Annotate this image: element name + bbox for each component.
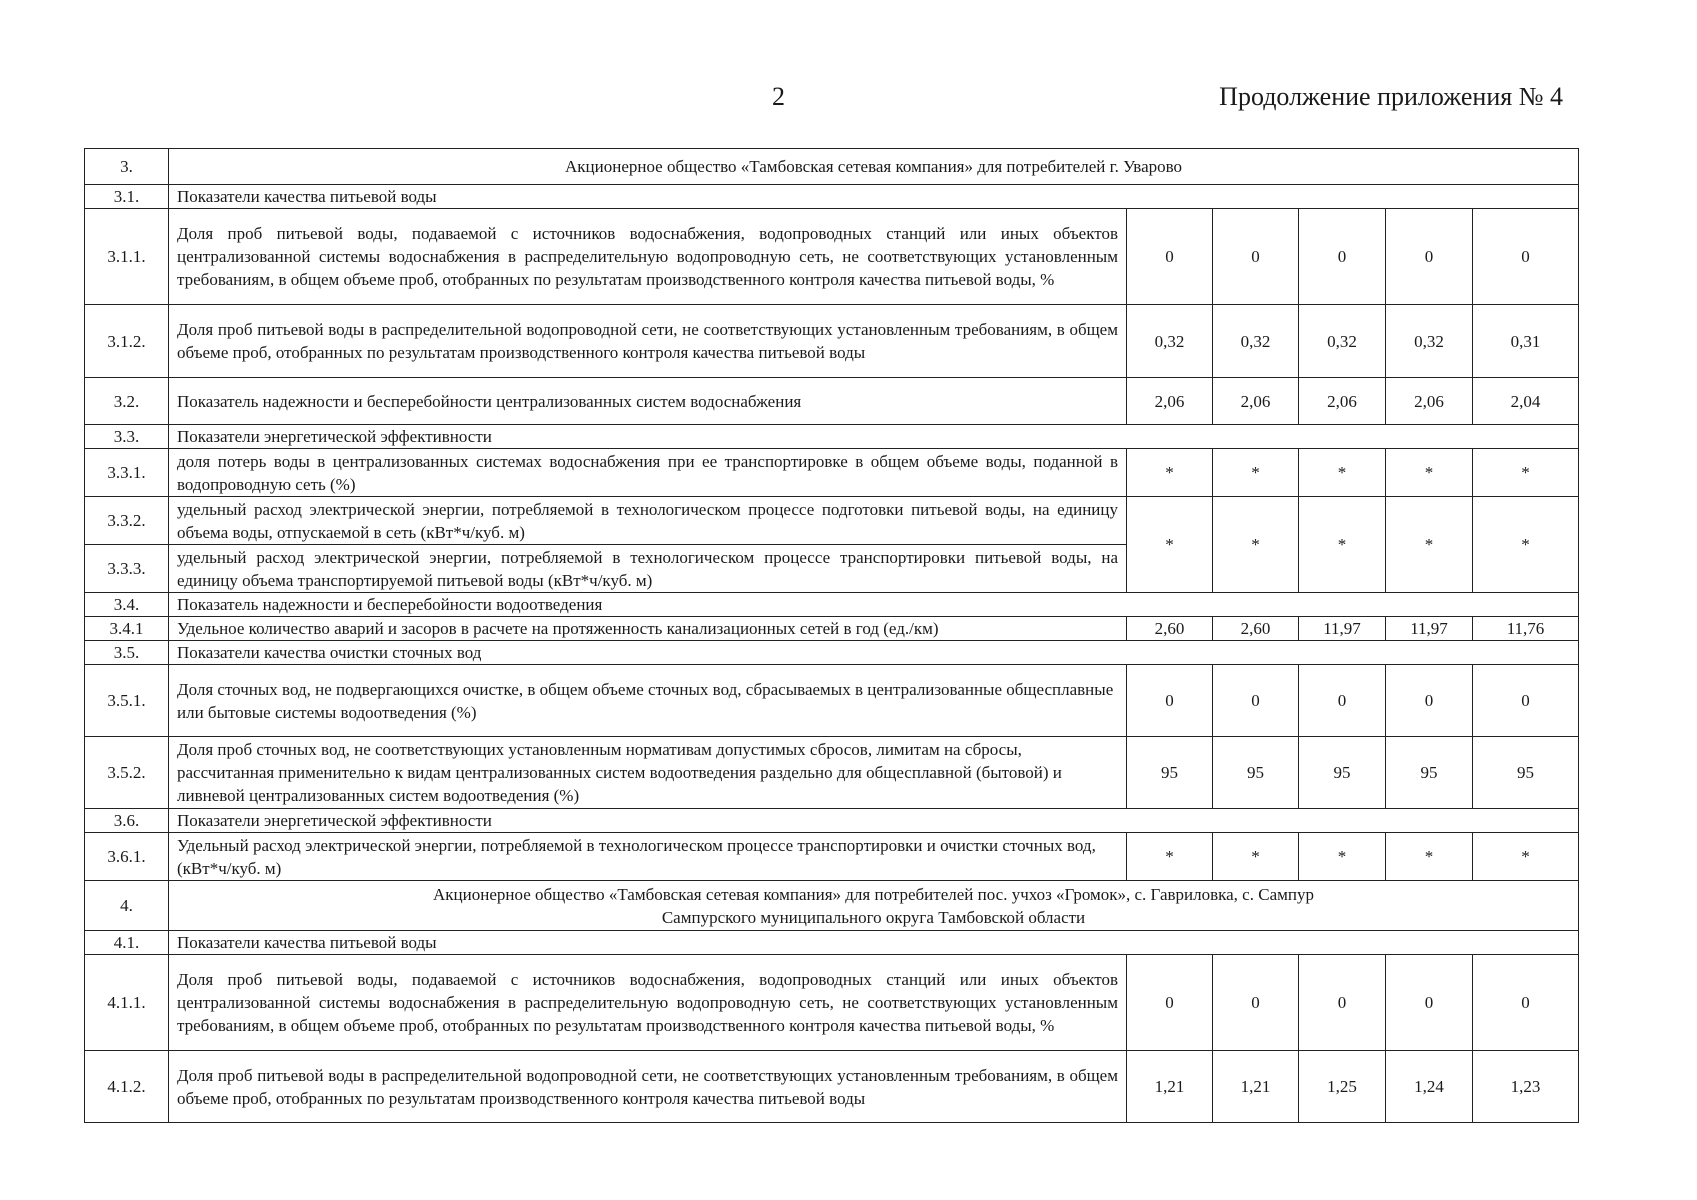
row-number: 3.3.2. (85, 497, 169, 545)
row-number: 3.5.1. (85, 665, 169, 737)
value-cell: 0 (1299, 209, 1386, 305)
value-cell: 2,06 (1213, 378, 1299, 425)
row-number: 3.3. (85, 425, 169, 449)
table-row-section-4 (85, 881, 1579, 931)
group-title: Показатели энергетической эффективности (169, 425, 1579, 449)
value-cell: 0 (1473, 955, 1579, 1051)
value-cell: 0 (1127, 665, 1213, 737)
value-cell: 0,32 (1213, 305, 1299, 378)
table-row (85, 955, 1579, 1051)
row-number: 4. (85, 881, 169, 931)
row-number: 3. (85, 149, 169, 185)
value-cell: 0 (1473, 665, 1579, 737)
value-cell: 0 (1127, 209, 1213, 305)
indicator-text: удельный расход электрической энергии, потребляемой в технологическом процессе транспортировки питьевой воды, на единицу объема транспортируемой питьевой воды (кВт*ч/куб. м) (169, 545, 1127, 593)
indicator-text: доля потерь воды в централизованных системах водоснабжения при ее транспортировке в общем объеме воды, поданной в водопроводную сеть (%) (169, 449, 1127, 497)
row-number: 3.5. (85, 641, 169, 665)
value-cell: 0,31 (1473, 305, 1579, 378)
table-row (85, 737, 1579, 809)
group-title: Показатели энергетической эффективности (169, 809, 1579, 833)
value-cell: 1,23 (1473, 1051, 1579, 1123)
value-cell: 11,97 (1386, 617, 1473, 641)
row-number: 3.3.1. (85, 449, 169, 497)
table-row-group (85, 641, 1579, 665)
row-number: 3.1. (85, 185, 169, 209)
value-cell: 95 (1213, 737, 1299, 809)
indicator-text: Доля проб питьевой воды, подаваемой с источников водоснабжения, водопроводных станций или иных объектов централизованной системы водоснабжения в распределительную водопроводную сеть, не соответствующих установленным требованиям, в общем объеме проб, отобранных по результатам производственного контроля качества питьевой воды, % (169, 955, 1127, 1051)
row-number: 3.1.1. (85, 209, 169, 305)
table-row (85, 305, 1579, 378)
value-cell: 2,06 (1386, 378, 1473, 425)
table-row-group (85, 425, 1579, 449)
row-number: 3.5.2. (85, 737, 169, 809)
value-cell: 2,60 (1127, 617, 1213, 641)
value-cell: * (1299, 497, 1386, 593)
value-cell: 0 (1386, 665, 1473, 737)
row-number: 3.4.1 (85, 617, 169, 641)
table-row (85, 617, 1579, 641)
appendix-caption: Продолжение приложения № 4 (1219, 82, 1563, 111)
value-cell: 1,21 (1127, 1051, 1213, 1123)
value-cell: 95 (1473, 737, 1579, 809)
value-cell: 0 (1299, 955, 1386, 1051)
table-row (85, 1051, 1579, 1123)
value-cell: 0 (1213, 665, 1299, 737)
value-cell: 1,24 (1386, 1051, 1473, 1123)
row-number: 3.6. (85, 809, 169, 833)
value-cell: 1,25 (1299, 1051, 1386, 1123)
row-number: 3.4. (85, 593, 169, 617)
group-title: Показатели качества питьевой воды (169, 185, 1579, 209)
value-cell: * (1473, 497, 1579, 593)
table-row (85, 497, 1579, 545)
value-cell: * (1386, 449, 1473, 497)
value-cell: 0,32 (1127, 305, 1213, 378)
indicators-table (84, 148, 1579, 1123)
value-cell: * (1473, 833, 1579, 881)
value-cell: 0,32 (1299, 305, 1386, 378)
section-title: Акционерное общество «Тамбовская сетевая компания» для потребителей г. Уварово (169, 149, 1579, 185)
table-row-group (85, 931, 1579, 955)
indicator-text: Доля проб сточных вод, не соответствующих установленным нормативам допустимых сбросов, лимитам на сбросы, рассчитанная применительно к видам централизованных систем водоотведения раздельно для общесплавной (бытовой) и ливневой централизованных систем водоотведения (%) (169, 737, 1127, 809)
row-number: 3.3.3. (85, 545, 169, 593)
value-cell: 95 (1127, 737, 1213, 809)
table-row (85, 209, 1579, 305)
value-cell: * (1386, 497, 1473, 593)
indicator-text: удельный расход электрической энергии, потребляемой в технологическом процессе подготовки питьевой воды, на единицу объема воды, отпускаемой в сеть (кВт*ч/куб. м) (169, 497, 1127, 545)
row-number: 4.1.2. (85, 1051, 169, 1123)
value-cell: * (1127, 833, 1213, 881)
section-title (169, 881, 1579, 931)
indicator-text: Удельное количество аварий и засоров в расчете на протяженность канализационных сетей в год (ед./км) (169, 617, 1127, 641)
table-row (85, 833, 1579, 881)
value-cell: 2,60 (1213, 617, 1299, 641)
section-title-line: Акционерное общество «Тамбовская сетевая компания» для потребителей пос. учхоз «Громок», с. Гавриловка, с. Сампур (433, 884, 1314, 904)
group-title: Показатели качества очистки сточных вод (169, 641, 1579, 665)
value-cell: * (1213, 833, 1299, 881)
value-cell: 2,06 (1299, 378, 1386, 425)
table-row (85, 665, 1579, 737)
value-cell: 0 (1213, 209, 1299, 305)
row-number: 3.2. (85, 378, 169, 425)
table-row-section-3 (85, 149, 1579, 185)
value-cell: 1,21 (1213, 1051, 1299, 1123)
value-cell: 95 (1386, 737, 1473, 809)
value-cell: 0 (1473, 209, 1579, 305)
table-row (85, 378, 1579, 425)
row-number: 3.1.2. (85, 305, 169, 378)
indicator-text: Показатель надежности и бесперебойности централизованных систем водоснабжения (169, 378, 1127, 425)
table-row-group (85, 809, 1579, 833)
value-cell: 0 (1213, 955, 1299, 1051)
value-cell: * (1127, 449, 1213, 497)
value-cell: 95 (1299, 737, 1386, 809)
row-number: 3.6.1. (85, 833, 169, 881)
row-number: 4.1.1. (85, 955, 169, 1051)
indicator-text: Доля проб питьевой воды в распределительной водопроводной сети, не соответствующих установленным требованиям, в общем объеме проб, отобранных по результатам производственного контроля качества питьевой воды (169, 305, 1127, 378)
value-cell: 0 (1299, 665, 1386, 737)
value-cell: * (1299, 449, 1386, 497)
value-cell: 0 (1127, 955, 1213, 1051)
indicator-text: Доля проб питьевой воды, подаваемой с источников водоснабжения, водопроводных станций или иных объектов централизованной системы водоснабжения в распределительную водопроводную сеть, не соответствующих установленным требованиям, в общем объеме проб, отобранных по результатам производственного контроля качества питьевой воды, % (169, 209, 1127, 305)
indicator-text: Доля сточных вод, не подвергающихся очистке, в общем объеме сточных вод, сбрасываемых в централизованные общесплавные или бытовые системы водоотведения (%) (169, 665, 1127, 737)
page-number: 2 (772, 82, 785, 111)
value-cell: 2,04 (1473, 378, 1579, 425)
section-title-line: Сампурского муниципального округа Тамбовской области (661, 907, 1086, 927)
value-cell: 11,76 (1473, 617, 1579, 641)
value-cell: * (1213, 449, 1299, 497)
indicator-text: Удельный расход электрической энергии, потребляемой в технологическом процессе транспортировки и очистки сточных вод, (кВт*ч/куб. м) (169, 833, 1127, 881)
value-cell: * (1386, 833, 1473, 881)
value-cell: * (1473, 449, 1579, 497)
group-title: Показатели качества питьевой воды (169, 931, 1579, 955)
value-cell: * (1299, 833, 1386, 881)
row-number: 4.1. (85, 931, 169, 955)
value-cell: 2,06 (1127, 378, 1213, 425)
value-cell: 11,97 (1299, 617, 1386, 641)
value-cell: * (1213, 497, 1299, 593)
value-cell: 0 (1386, 209, 1473, 305)
group-title: Показатель надежности и бесперебойности водоотведения (169, 593, 1579, 617)
indicator-text: Доля проб питьевой воды в распределительной водопроводной сети, не соответствующих установленным требованиям, в общем объеме проб, отобранных по результатам производственного контроля качества питьевой воды (169, 1051, 1127, 1123)
table-row-group (85, 185, 1579, 209)
table-row-group (85, 593, 1579, 617)
value-cell: * (1127, 497, 1213, 593)
value-cell: 0,32 (1386, 305, 1473, 378)
value-cell: 0 (1386, 955, 1473, 1051)
table-row (85, 449, 1579, 497)
